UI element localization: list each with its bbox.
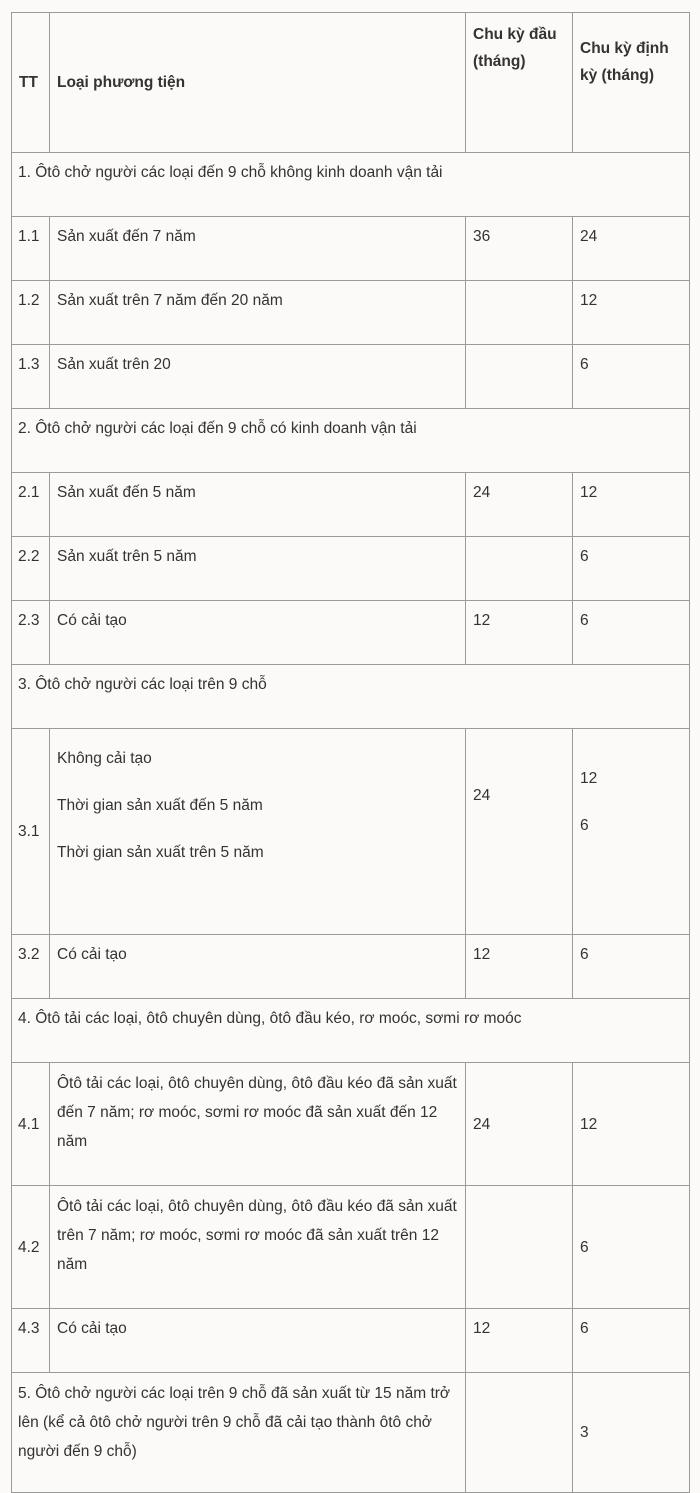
periodic-cycle-cell: 6 [573, 935, 690, 999]
header-periodic-cycle: Chu kỳ định kỳ (tháng) [573, 13, 690, 153]
first-cycle-cell [466, 1373, 573, 1493]
table-row [12, 1186, 690, 1309]
row-number: 4.2 [12, 1186, 50, 1309]
first-cycle-cell: 12 [466, 1309, 573, 1373]
group-title: 4. Ôtô tải các loại, ôtô chuyên dùng, ôtô đầu kéo, rơ moóc, sơmi rơ moóc [12, 999, 690, 1063]
periodic-cycle-cell: 12 [573, 1063, 690, 1186]
vehicle-subtype-line: Thời gian sản xuất trên 5 năm [57, 844, 264, 861]
table-row [12, 1063, 690, 1186]
table-row [12, 729, 690, 935]
vehicle-type-cell: Ôtô tải các loại, ôtô chuyên dùng, ôtô đầu kéo đã sản xuất trên 7 năm; rơ moóc, sơmi rơ moóc đã sản xuất trên 12 năm [50, 1186, 466, 1309]
vehicle-subtype-line: Không cải tạo [57, 750, 152, 767]
inspection-cycle-table [11, 12, 690, 1493]
group-row-2 [12, 409, 690, 473]
periodic-cycle-cell: 6 [573, 1309, 690, 1373]
first-cycle-cell: 36 [466, 217, 573, 281]
table-row [12, 345, 690, 409]
row-number: 3.1 [12, 729, 50, 935]
periodic-cycle-cell: 3 [573, 1373, 690, 1493]
row-number: 1.3 [12, 345, 50, 409]
vehicle-type-cell: 5. Ôtô chở người các loại trên 9 chỗ đã sản xuất từ 15 năm trở lên (kể cả ôtô chở người trên 9 chỗ đã cải tạo thành ôtô chở người đến 9 chỗ) [12, 1373, 466, 1493]
table-row [12, 281, 690, 345]
first-cycle-cell: 12 [466, 601, 573, 665]
first-cycle-cell: 24 [466, 729, 573, 935]
row-number: 1.1 [12, 217, 50, 281]
periodic-cycle-cell: 12 [573, 281, 690, 345]
row-number: 3.2 [12, 935, 50, 999]
group-row-1 [12, 153, 690, 217]
header-vehicle-type: Loại phương tiện [50, 13, 466, 153]
table-row-group-5 [12, 1373, 690, 1493]
table-row [12, 537, 690, 601]
periodic-cycle-cell: 24 [573, 217, 690, 281]
table-row [12, 601, 690, 665]
header-tt: TT [12, 13, 50, 153]
table-row [12, 473, 690, 537]
periodic-cycle-cell [573, 729, 690, 935]
table-header-row [12, 13, 690, 153]
group-title: 2. Ôtô chở người các loại đến 9 chỗ có kinh doanh vận tải [12, 409, 690, 473]
periodic-value-line: 12 [580, 770, 598, 787]
vehicle-subtype-line: Thời gian sản xuất đến 5 năm [57, 797, 263, 814]
vehicle-type-cell: Sản xuất trên 5 năm [50, 537, 466, 601]
group-title: 3. Ôtô chở người các loại trên 9 chỗ [12, 665, 690, 729]
table-row [12, 1309, 690, 1373]
row-number: 2.1 [12, 473, 50, 537]
vehicle-type-cell [50, 729, 466, 935]
vehicle-type-cell: Sản xuất đến 5 năm [50, 473, 466, 537]
first-cycle-cell [466, 537, 573, 601]
vehicle-type-cell: Sản xuất đến 7 năm [50, 217, 466, 281]
table-row [12, 217, 690, 281]
periodic-cycle-cell: 6 [573, 345, 690, 409]
first-cycle-cell [466, 281, 573, 345]
vehicle-type-cell: Có cải tạo [50, 935, 466, 999]
group-row-4 [12, 999, 690, 1063]
first-cycle-cell [466, 345, 573, 409]
periodic-cycle-cell: 12 [573, 473, 690, 537]
periodic-cycle-cell: 6 [573, 1186, 690, 1309]
vehicle-type-cell: Sản xuất trên 20 [50, 345, 466, 409]
vehicle-type-cell: Ôtô tải các loại, ôtô chuyên dùng, ôtô đầu kéo đã sản xuất đến 7 năm; rơ moóc, sơmi rơ moóc đã sản xuất đến 12 năm [50, 1063, 466, 1186]
vehicle-type-cell: Có cải tạo [50, 601, 466, 665]
first-cycle-cell [466, 1186, 573, 1309]
group-row-3 [12, 665, 690, 729]
vehicle-type-cell: Sản xuất trên 7 năm đến 20 năm [50, 281, 466, 345]
row-number: 4.1 [12, 1063, 50, 1186]
row-number: 4.3 [12, 1309, 50, 1373]
periodic-cycle-cell: 6 [573, 601, 690, 665]
first-cycle-cell: 12 [466, 935, 573, 999]
table-row [12, 935, 690, 999]
row-number: 2.2 [12, 537, 50, 601]
periodic-cycle-cell: 6 [573, 537, 690, 601]
first-cycle-cell: 24 [466, 473, 573, 537]
row-number: 2.3 [12, 601, 50, 665]
first-cycle-cell: 24 [466, 1063, 573, 1186]
group-title: 1. Ôtô chở người các loại đến 9 chỗ không kinh doanh vận tải [12, 153, 690, 217]
row-number: 1.2 [12, 281, 50, 345]
header-first-cycle: Chu kỳ đầu (tháng) [466, 13, 573, 153]
periodic-value-line: 6 [580, 817, 589, 834]
vehicle-type-cell: Có cải tạo [50, 1309, 466, 1373]
